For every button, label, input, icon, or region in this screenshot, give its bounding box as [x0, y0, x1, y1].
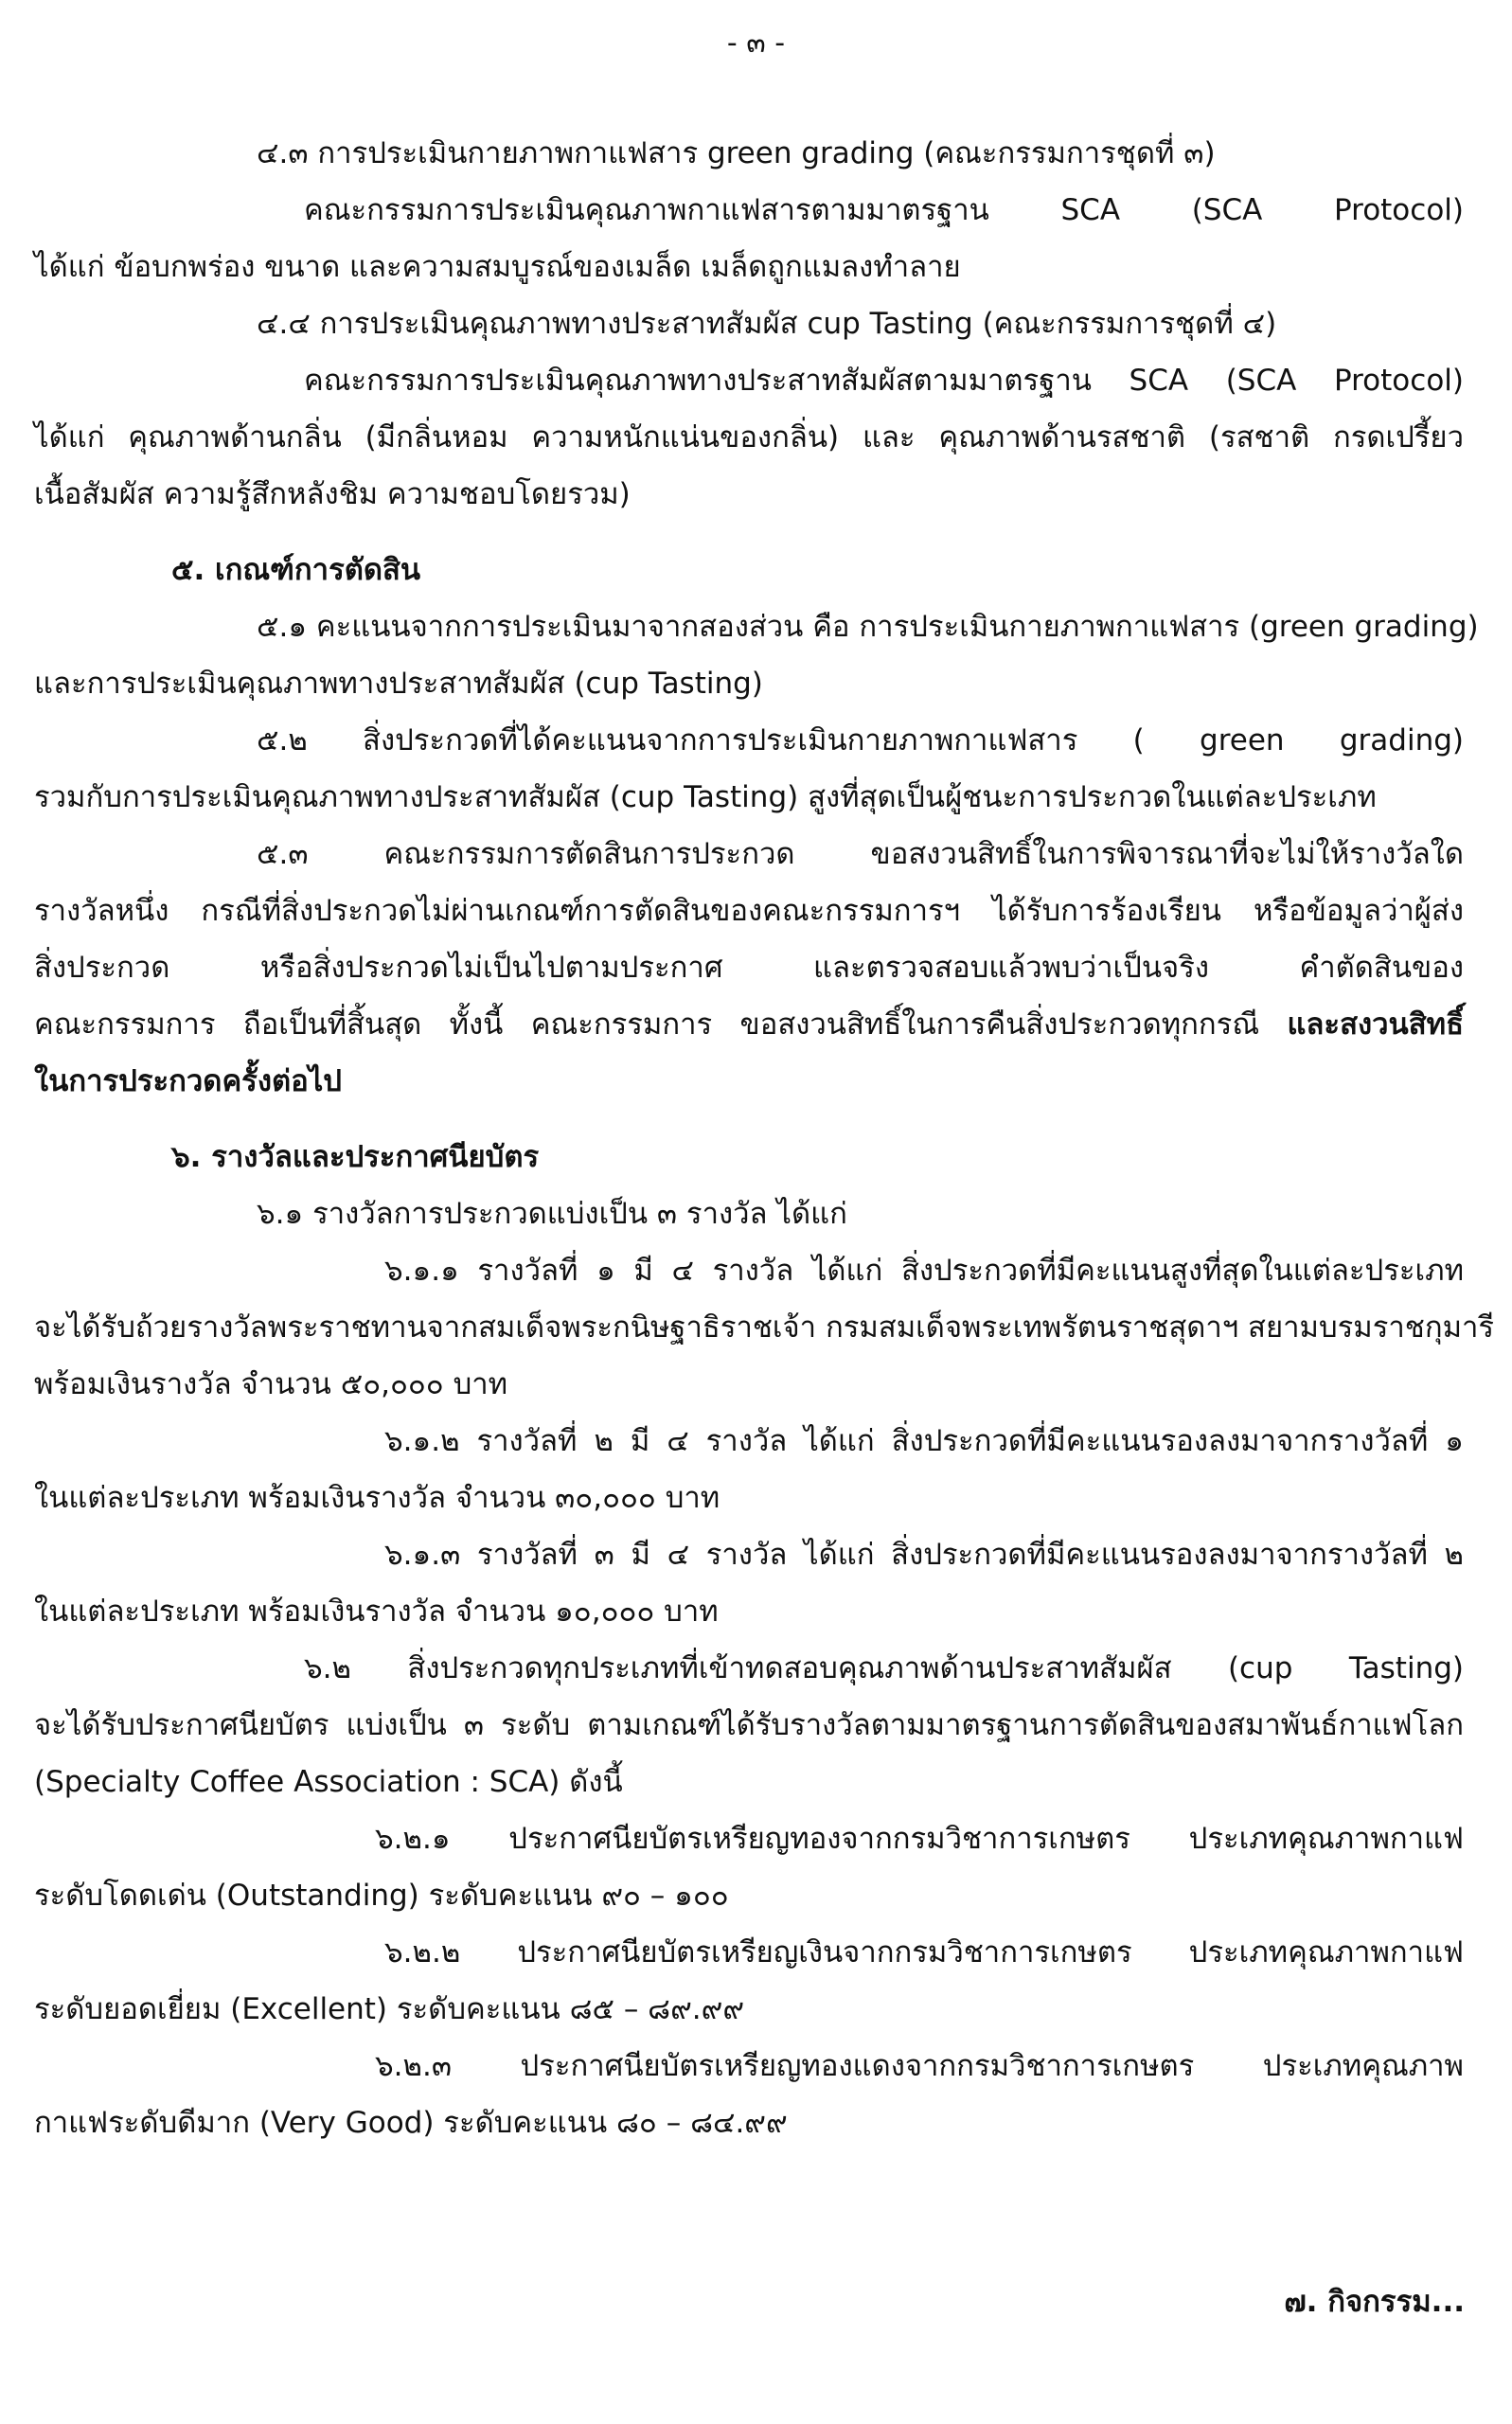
section-6-2-text-1: ๖.๒ สิ่งประกวดทุกประเภทที่เข้าทดสอบคุณภาพด้านประสาทสัมผัส (cup Tasting) — [304, 1651, 1464, 1685]
section-5-heading: ๕. เกณฑ์การตัดสิน — [171, 553, 421, 587]
section-6-2-1-text-1: ๖.๒.๑ ประกาศนียบัตรเหรียญทองจากกรมวิชาการเกษตร ประเภทคุณภาพกาแฟ — [375, 1822, 1464, 1856]
section-4-4-text-2: ได้แก่ คุณภาพด้านกลิ่น (มีกลิ่นหอม ความหนักแน่นของกลิ่น) และ คุณภาพด้านรสชาติ (รสชาติ กรดเปรี้ยว — [34, 420, 1464, 454]
section-5-2-text-2: รวมกับการประเมินคุณภาพทางประสาทสัมผัส (cup Tasting) สูงที่สุดเป็นผู้ชนะการประกวดในแต่ละประเภท — [34, 780, 1377, 814]
section-5-1-text-1: ๕.๑ คะแนนจากการประเมินมาจากสองส่วน คือ การประเมินกายภาพกาแฟสาร (green grading) — [257, 610, 1479, 644]
section-5-1-text-2: และการประเมินคุณภาพทางประสาทสัมผัส (cup Tasting) — [34, 667, 763, 701]
section-5-3-text-2: รางวัลหนึ่ง กรณีที่สิ่งประกวดไม่ผ่านเกณฑ์การตัดสินของคณะกรรมการฯ ได้รับการร้องเรียน หรือข้อมูลว่าผู้ส่ง — [34, 894, 1464, 928]
section-6-2-text-3: (Specialty Coffee Association : SCA) ดังนี้ — [34, 1765, 623, 1799]
section-6-1-1-text-1: ๖.๑.๑ รางวัลที่ ๑ มี ๔ รางวัล ได้แก่ สิ่งประกวดที่มีคะแนนสูงที่สุดในแต่ละประเภท — [384, 1254, 1464, 1288]
section-6-2-3-text-1: ๖.๒.๓ ประกาศนียบัตรเหรียญทองแดงจากกรมวิชาการเกษตร ประเภทคุณภาพ — [375, 2049, 1464, 2083]
section-5-2-text-1: ๕.๒ สิ่งประกวดที่ได้คะแนนจากการประเมินกายภาพกาแฟสาร ( green grading) — [257, 723, 1464, 758]
section-5-3-text-4 — [34, 996, 1464, 1053]
section-4-4-text-3: เนื้อสัมผัส ความรู้สึกหลังชิม ความชอบโดยรวม) — [34, 477, 631, 511]
section-5-3-text-5: ในการประกวดครั้งต่อไป — [34, 1064, 342, 1098]
continuation-footer: ๗. กิจกรรม... — [1284, 2285, 1465, 2319]
section-4-4-text-1: คณะกรรมการประเมินคุณภาพทางประสาทสัมผัสตามมาตรฐาน SCA (SCA Protocol) — [304, 364, 1464, 398]
section-6-2-3-text-2: กาแฟระดับดีมาก (Very Good) ระดับคะแนน ๘๐ – ๘๔.๙๙ — [34, 2106, 788, 2140]
section-6-1-3-text-1: ๖.๑.๓ รางวัลที่ ๓ มี ๔ รางวัล ได้แก่ สิ่งประกวดที่มีคะแนนรองลงมาจากรางวัลที่ ๒ — [384, 1538, 1464, 1572]
page-number: - ๓ - — [726, 27, 786, 60]
section-6-2-text-2: จะได้รับประกาศนียบัตร แบ่งเป็น ๓ ระดับ ตามเกณฑ์ได้รับรางวัลตามมาตรฐานการตัดสินของสมาพันธ์กาแฟโลก — [34, 1708, 1464, 1742]
section-6-2-1-text-2: ระดับโดดเด่น (Outstanding) ระดับคะแนน ๙๐ – ๑๐๐ — [34, 1879, 729, 1913]
section-6-1-1-text-2: จะได้รับถ้วยรางวัลพระราชทานจากสมเด็จพระกนิษฐาธิราชเจ้า กรมสมเด็จพระเทพรัตนราชสุดาฯ สยามบรมราชกุมารี — [34, 1310, 1495, 1345]
section-5-3-text-4a: คณะกรรมการ ถือเป็นที่สิ้นสุด ทั้งนี้ คณะกรรมการ ขอสงวนสิทธิ์ในการคืนสิ่งประกวดทุกกรณี — [34, 1007, 1260, 1042]
section-6-2-2-text-2: ระดับยอดเยี่ยม (Excellent) ระดับคะแนน ๘๕ – ๘๙.๙๙ — [34, 1992, 745, 2026]
section-6-1-1-text-3: พร้อมเงินรางวัล จำนวน ๕๐,๐๐๐ บาท — [34, 1367, 508, 1401]
section-5-3-text-4b: และสงวนสิทธิ์ — [1287, 1007, 1464, 1042]
section-4-3-text-2: ได้แก่ ข้อบกพร่อง ขนาด และความสมบูรณ์ของเมล็ด เมล็ดถูกแมลงทำลาย — [34, 250, 961, 284]
section-5-3-text-3: สิ่งประกวด หรือสิ่งประกวดไม่เป็นไปตามประกาศ และตรวจสอบแล้วพบว่าเป็นจริง คำตัดสินของ — [34, 951, 1464, 985]
section-6-1-2-text-2: ในแต่ละประเภท พร้อมเงินรางวัล จำนวน ๓๐,๐๐๐ บาท — [34, 1481, 720, 1515]
section-5-3-text-1: ๕.๓ คณะกรรมการตัดสินการประกวด ขอสงวนสิทธิ์ในการพิจารณาที่จะไม่ให้รางวัลใด — [257, 837, 1464, 871]
section-6-heading: ๖. รางวัลและประกาศนียบัตร — [171, 1140, 540, 1174]
section-4-4-heading: ๔.๔ การประเมินคุณภาพทางประสาทสัมผัส cup Tasting (คณะกรรมการชุดที่ ๔) — [257, 307, 1277, 341]
section-4-3-heading: ๔.๓ การประเมินกายภาพกาแฟสาร green grading (คณะกรรมการชุดที่ ๓) — [257, 136, 1216, 170]
section-6-2-2-text-1: ๖.๒.๒ ประกาศนียบัตรเหรียญเงินจากกรมวิชาการเกษตร ประเภทคุณภาพกาแฟ — [384, 1935, 1464, 1970]
document-body — [34, 125, 1495, 2151]
section-6-1-3-text-2: ในแต่ละประเภท พร้อมเงินรางวัล จำนวน ๑๐,๐๐๐ บาท — [34, 1595, 719, 1629]
section-6-1-2-text-1: ๖.๑.๒ รางวัลที่ ๒ มี ๔ รางวัล ได้แก่ สิ่งประกวดที่มีคะแนนรองลงมาจากรางวัลที่ ๑ — [384, 1424, 1464, 1458]
section-4-3-text-1: คณะกรรมการประเมินคุณภาพกาแฟสารตามมาตรฐาน SCA (SCA Protocol) — [304, 193, 1464, 227]
section-6-1-text: ๖.๑ รางวัลการประกวดแบ่งเป็น ๓ รางวัล ได้แก่ — [257, 1197, 847, 1231]
